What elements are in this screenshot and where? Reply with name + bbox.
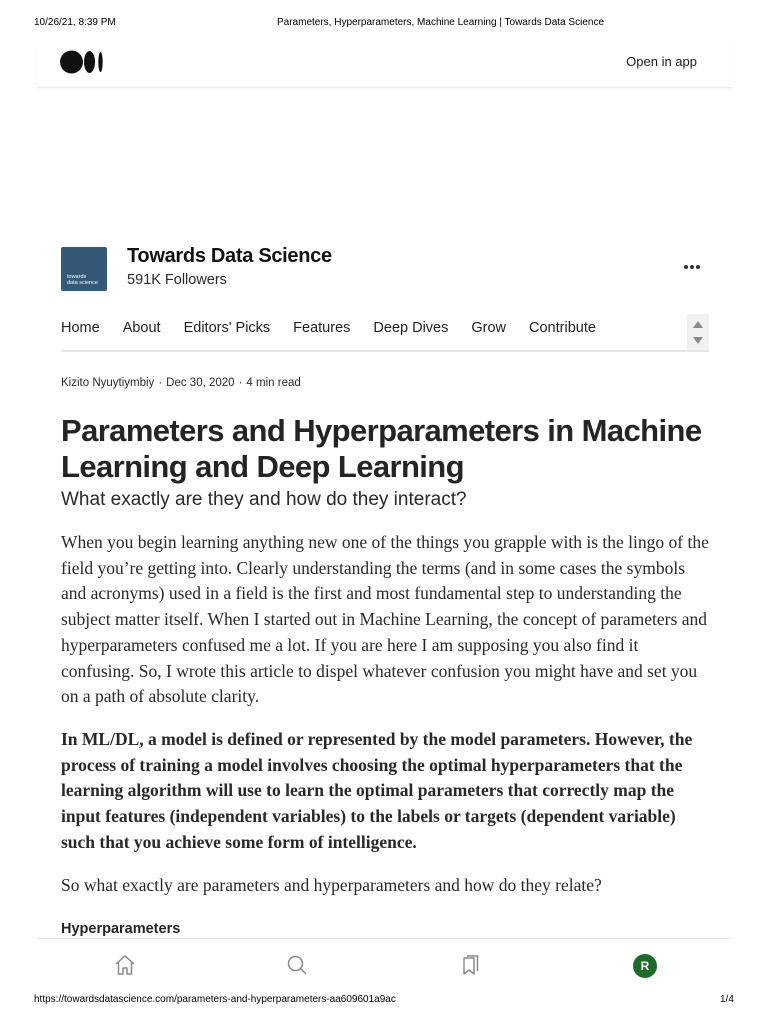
publication-logo-line2: data science (67, 280, 98, 286)
bookmarks-icon[interactable] (458, 952, 484, 978)
pub-nav-grow[interactable]: Grow (471, 320, 507, 336)
pub-nav-features[interactable]: Features (293, 320, 351, 336)
article-paragraph-2: In ML/DL, a model is defined or represented by the model parameters. However, the process of training a model involves choosing the optimal hyperparameters that the learning algorithm will use to learn the optimal parameters that correctly map the input features (independent variables) to the labels or targets (dependent variable) such that you achieve some form of intelligence. (61, 729, 693, 852)
meta-separator: · (238, 377, 243, 389)
scroll-down-icon[interactable] (693, 337, 703, 344)
user-avatar[interactable]: R (633, 954, 657, 978)
article-paragraph-3: So what exactly are parameters and hyperparameters and how do they relate? (61, 875, 602, 895)
pub-nav-about[interactable]: About (122, 320, 161, 336)
meta-separator: · (158, 377, 163, 389)
publish-date[interactable]: Dec 30, 2020 (166, 377, 235, 389)
article-paragraph-1: When you begin learning anything new one of the things you grapple with is the lingo of the field you’re getting into. Clearly understanding the terms (and in some cases the symbols and acronyms) used in a field is the first and most fundamental step to understanding the subject matter itself. When I started out in Machine Learning, the concept of parameters and hyperparameters confused me a lot. If you are here I am supposing you also find it confusing. So, I wrote this article to dispel whatever confusion you might have and set you on a path of absolute clarity. (61, 532, 709, 707)
open-in-app-link[interactable]: Open in app (626, 54, 697, 69)
more-options-icon[interactable] (684, 256, 702, 266)
scroll-up-icon[interactable] (693, 321, 703, 328)
read-time: 4 min read (246, 377, 301, 389)
publication-logo-line1: towards (67, 274, 87, 280)
print-page-number: 1/4 (720, 994, 734, 1005)
top-bar (38, 40, 732, 88)
home-icon[interactable] (112, 952, 138, 978)
pub-nav-contribute[interactable]: Contribute (529, 320, 596, 336)
nav-scroll-control[interactable] (687, 314, 709, 350)
print-datetime: 10/26/21, 8:39 PM (34, 17, 116, 28)
search-icon[interactable] (284, 952, 310, 978)
section-heading: Hyperparameters (61, 921, 181, 937)
article-subtitle: What exactly are they and how do they interact? (61, 489, 467, 510)
author-name[interactable]: Kizito Nyuytiymbiy (61, 377, 155, 389)
print-url: https://towardsdatascience.com/parameters-and-hyperparameters-aa609601a9ac (34, 994, 396, 1005)
publication-followers: 591K Followers (127, 272, 227, 288)
pub-nav-home[interactable]: Home (61, 320, 100, 336)
medium-logo-icon[interactable] (60, 50, 104, 74)
print-page-title: Parameters, Hyperparameters, Machine Learning | Towards Data Science (277, 17, 605, 28)
pub-nav-editors-picks[interactable]: Editors' Picks (183, 320, 271, 336)
article-title: Parameters and Hyperparameters in Machine Learning and Deep Learning (61, 413, 702, 484)
publication-nav (61, 312, 709, 352)
publication-name[interactable]: Towards Data Science (127, 245, 332, 267)
article-meta (61, 377, 301, 389)
pub-nav-deep-dives[interactable]: Deep Dives (373, 320, 449, 336)
bottom-nav (38, 938, 732, 991)
publication-logo[interactable] (61, 247, 107, 291)
